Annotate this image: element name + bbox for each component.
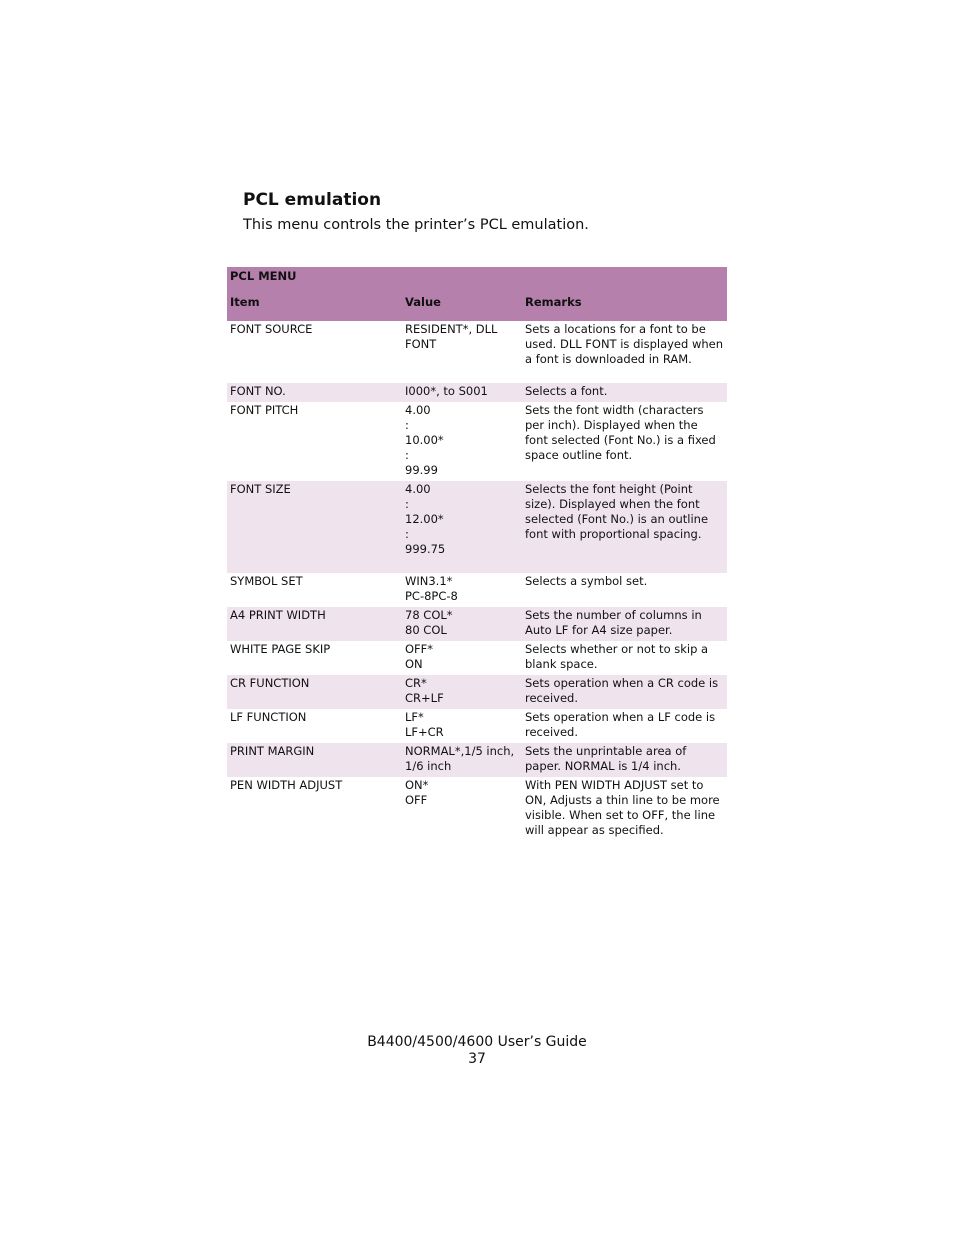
- value-cell: LF* LF+CR: [405, 710, 444, 739]
- remarks-cell: Selects the font height (Point size). Displayed when the font selected (Font No.) is an outline font with proportional spacing.: [522, 481, 727, 573]
- item-cell: FONT NO.: [227, 383, 402, 402]
- item-cell: FONT SIZE: [227, 481, 402, 573]
- table-row: [227, 675, 727, 709]
- table-row: [227, 321, 727, 383]
- item-cell: LF FUNCTION: [230, 710, 307, 724]
- value-cell: 4.00 : 12.00* : 999.75: [402, 481, 522, 573]
- value-cell: NORMAL*,1/5 inch, 1/6 inch: [402, 743, 522, 777]
- column-header-remarks: Remarks: [522, 289, 727, 321]
- footer-guide-title: B4400/4500/4600 User’s Guide: [367, 1034, 587, 1050]
- remarks-cell: Sets the font width (characters per inch). Displayed when the font selected (Font No.) is a fixed space outline font.: [525, 403, 716, 462]
- table-row: [227, 607, 727, 641]
- intro-text: This menu controls the printer’s PCL emulation.: [243, 217, 589, 233]
- value-cell: I000*, to S001: [402, 383, 522, 402]
- table-row: [227, 481, 727, 573]
- footer-page-number: 37: [468, 1051, 486, 1067]
- remarks-cell: Selects a font.: [522, 383, 727, 402]
- remarks-cell: Selects a symbol set.: [525, 574, 648, 588]
- table-row: [227, 383, 727, 402]
- item-cell: PEN WIDTH ADJUST: [230, 778, 343, 792]
- table-title-row: [227, 267, 727, 289]
- item-cell: FONT PITCH: [230, 403, 299, 417]
- remarks-cell: Selects whether or not to skip a blank space.: [525, 642, 709, 671]
- table-row: [227, 641, 727, 675]
- table-row: [227, 573, 727, 607]
- value-cell: CR* CR+LF: [402, 675, 522, 709]
- pcl-menu-table: [227, 267, 727, 841]
- table-row: [227, 402, 727, 481]
- page-heading: PCL emulation: [243, 190, 382, 210]
- item-cell: PRINT MARGIN: [227, 743, 402, 777]
- value-cell: 78 COL* 80 COL: [402, 607, 522, 641]
- table-title: PCL MENU: [227, 267, 727, 289]
- table-row: [227, 743, 727, 777]
- table-header-row: [227, 289, 727, 321]
- remarks-cell: Sets operation when a CR code is received.: [522, 675, 727, 709]
- remarks-cell: Sets a locations for a font to be used. DLL FONT is displayed when a font is downloaded in RAM.: [525, 322, 724, 366]
- remarks-cell: Sets the number of columns in Auto LF for A4 size paper.: [522, 607, 727, 641]
- item-cell: CR FUNCTION: [227, 675, 402, 709]
- remarks-cell: With PEN WIDTH ADJUST set to ON, Adjusts a thin line to be more visible. When set to OFF, the line will appear as specified.: [525, 778, 720, 837]
- item-cell: SYMBOL SET: [230, 574, 303, 588]
- value-cell: RESIDENT*, DLL FONT: [405, 322, 498, 351]
- remarks-cell: Sets the unprintable area of paper. NORMAL is 1/4 inch.: [522, 743, 727, 777]
- value-cell: 4.00 : 10.00* : 99.99: [405, 403, 444, 477]
- value-cell: OFF* ON: [405, 642, 434, 671]
- table-row: [227, 777, 727, 841]
- item-cell: FONT SOURCE: [230, 322, 313, 336]
- table-row: [227, 709, 727, 743]
- remarks-cell: Sets operation when a LF code is received.: [525, 710, 716, 739]
- value-cell: WIN3.1* PC-8PC-8: [405, 574, 458, 603]
- value-cell: ON* OFF: [405, 778, 429, 807]
- column-header-value: Value: [402, 289, 522, 321]
- item-cell: A4 PRINT WIDTH: [227, 607, 402, 641]
- column-header-item: Item: [227, 289, 402, 321]
- item-cell: WHITE PAGE SKIP: [230, 642, 331, 656]
